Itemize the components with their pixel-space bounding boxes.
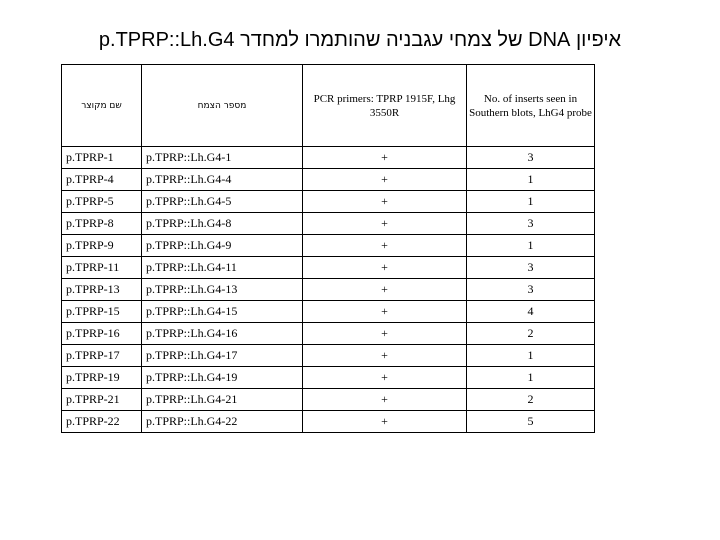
page-title: איפיון DNA של צמחי עגבניה שהותמרו למחדר p.TPRP::Lh.G4 bbox=[98, 29, 622, 51]
table-row bbox=[62, 257, 595, 279]
plant-number-cell: p.TPRP::Lh.G4-13 bbox=[142, 279, 303, 301]
short-name-cell: p.TPRP-9 bbox=[62, 235, 142, 257]
table-row bbox=[62, 323, 595, 345]
insert-count-cell: 3 bbox=[467, 257, 595, 279]
short-name-cell: p.TPRP-8 bbox=[62, 213, 142, 235]
plant-number-cell: p.TPRP::Lh.G4-4 bbox=[142, 169, 303, 191]
short-name-cell: p.TPRP-5 bbox=[62, 191, 142, 213]
pcr-result-cell: + bbox=[303, 411, 467, 433]
short-name-cell: p.TPRP-13 bbox=[62, 279, 142, 301]
data-table bbox=[61, 64, 595, 433]
insert-count-cell: 1 bbox=[467, 169, 595, 191]
short-name-cell: p.TPRP-19 bbox=[62, 367, 142, 389]
plant-number-cell: p.TPRP::Lh.G4-16 bbox=[142, 323, 303, 345]
table-row bbox=[62, 147, 595, 169]
header-plant-number: מספר הצמח bbox=[142, 65, 303, 147]
table-row bbox=[62, 389, 595, 411]
plant-number-cell: p.TPRP::Lh.G4-15 bbox=[142, 301, 303, 323]
table-body bbox=[62, 147, 595, 433]
plant-number-cell: p.TPRP::Lh.G4-9 bbox=[142, 235, 303, 257]
short-name-cell: p.TPRP-16 bbox=[62, 323, 142, 345]
table-header-row bbox=[62, 65, 595, 147]
insert-count-cell: 1 bbox=[467, 367, 595, 389]
plant-number-cell: p.TPRP::Lh.G4-22 bbox=[142, 411, 303, 433]
insert-count-cell: 5 bbox=[467, 411, 595, 433]
table-row bbox=[62, 169, 595, 191]
table-row bbox=[62, 301, 595, 323]
table-row bbox=[62, 213, 595, 235]
table-row bbox=[62, 235, 595, 257]
header-pcr-primers: PCR primers: TPRP 1915F, Lhg 3550R bbox=[303, 65, 467, 147]
header-short-name: שם מקוצר bbox=[62, 65, 142, 147]
plant-number-cell: p.TPRP::Lh.G4-1 bbox=[142, 147, 303, 169]
insert-count-cell: 1 bbox=[467, 191, 595, 213]
pcr-result-cell: + bbox=[303, 345, 467, 367]
plant-number-cell: p.TPRP::Lh.G4-8 bbox=[142, 213, 303, 235]
insert-count-cell: 2 bbox=[467, 389, 595, 411]
pcr-result-cell: + bbox=[303, 323, 467, 345]
plant-number-cell: p.TPRP::Lh.G4-19 bbox=[142, 367, 303, 389]
pcr-result-cell: + bbox=[303, 301, 467, 323]
short-name-cell: p.TPRP-22 bbox=[62, 411, 142, 433]
short-name-cell: p.TPRP-17 bbox=[62, 345, 142, 367]
pcr-result-cell: + bbox=[303, 389, 467, 411]
short-name-cell: p.TPRP-11 bbox=[62, 257, 142, 279]
table-row bbox=[62, 411, 595, 433]
pcr-result-cell: + bbox=[303, 169, 467, 191]
insert-count-cell: 4 bbox=[467, 301, 595, 323]
header-insert-count: No. of inserts seen in Southern blots, LhG4 probe bbox=[467, 65, 595, 147]
pcr-result-cell: + bbox=[303, 279, 467, 301]
short-name-cell: p.TPRP-21 bbox=[62, 389, 142, 411]
table-row bbox=[62, 279, 595, 301]
short-name-cell: p.TPRP-15 bbox=[62, 301, 142, 323]
insert-count-cell: 1 bbox=[467, 345, 595, 367]
table-row bbox=[62, 345, 595, 367]
table-row bbox=[62, 191, 595, 213]
pcr-result-cell: + bbox=[303, 235, 467, 257]
plant-number-cell: p.TPRP::Lh.G4-5 bbox=[142, 191, 303, 213]
insert-count-cell: 3 bbox=[467, 279, 595, 301]
plant-number-cell: p.TPRP::Lh.G4-21 bbox=[142, 389, 303, 411]
insert-count-cell: 3 bbox=[467, 147, 595, 169]
pcr-result-cell: + bbox=[303, 367, 467, 389]
insert-count-cell: 3 bbox=[467, 213, 595, 235]
pcr-result-cell: + bbox=[303, 191, 467, 213]
table-row bbox=[62, 367, 595, 389]
plant-number-cell: p.TPRP::Lh.G4-17 bbox=[142, 345, 303, 367]
pcr-result-cell: + bbox=[303, 147, 467, 169]
insert-count-cell: 2 bbox=[467, 323, 595, 345]
pcr-result-cell: + bbox=[303, 213, 467, 235]
insert-count-cell: 1 bbox=[467, 235, 595, 257]
short-name-cell: p.TPRP-1 bbox=[62, 147, 142, 169]
short-name-cell: p.TPRP-4 bbox=[62, 169, 142, 191]
plant-number-cell: p.TPRP::Lh.G4-11 bbox=[142, 257, 303, 279]
pcr-result-cell: + bbox=[303, 257, 467, 279]
